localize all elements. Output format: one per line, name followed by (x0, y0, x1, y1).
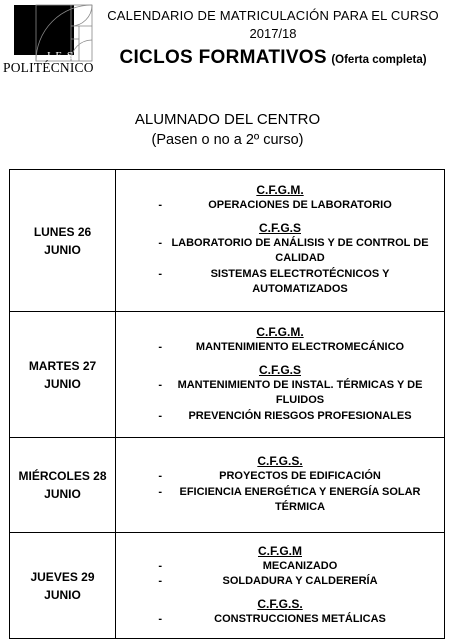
program-name: PREVENCIÓN RIESGOS PROFESIONALES (188, 409, 412, 422)
program-category: C.F.G.S. (257, 596, 303, 611)
program-item (116, 198, 444, 214)
schedule-date (10, 312, 116, 438)
date-day: MARTES 27 (28, 358, 97, 373)
page-title (98, 47, 448, 69)
program-item (116, 469, 444, 485)
program-category: C.F.G.M (258, 543, 302, 558)
program-name: CONSTRUCCIONES METÁLICAS (214, 612, 386, 625)
schedule-date (10, 533, 116, 639)
program-category: C.F.G.M. (256, 183, 304, 198)
program-category: C.F.G.M. (256, 325, 304, 339)
program-item (116, 340, 444, 356)
schedule-programs (116, 438, 445, 533)
date-month: JUNIO (44, 487, 81, 501)
schedule-programs (116, 312, 445, 438)
date-month: JUNIO (44, 587, 81, 602)
program-group (116, 544, 444, 590)
bullet-dash-icon: - (158, 267, 162, 280)
program-category: C.F.G.S. (257, 454, 303, 469)
bullet-dash-icon: - (158, 559, 162, 572)
section-subtitle: (Pasen o no a 2º curso) (151, 132, 304, 148)
bullet-dash-icon: - (158, 341, 162, 353)
program-name: MANTENIMIENTO DE INSTAL. TÉRMICAS Y DE FLUIDOS (177, 378, 423, 406)
schedule-date (10, 170, 116, 312)
program-group (116, 221, 444, 298)
program-group (116, 363, 444, 425)
section-title: ALUMNADO DEL CENTRO (134, 111, 321, 128)
program-name: PROYECTOS DE EDIFICACIÓN (219, 470, 381, 483)
program-name: LABORATORIO DE ANÁLISIS Y DE CONTROL DE CALIDAD (171, 236, 429, 265)
date-day: JUEVES 29 (30, 569, 95, 584)
schedule-row (10, 170, 445, 312)
schedule-programs (116, 170, 445, 312)
date-day: MIÉRCOLES 28 (18, 469, 107, 483)
logo-ies-text: I.E.S. (47, 50, 78, 62)
program-category: C.F.G.S (258, 362, 301, 377)
program-item (116, 409, 444, 425)
program-name: MECANIZADO (262, 559, 338, 572)
program-name: EFICIENCIA ENERGÉTICA Y ENERGÍA SOLAR TÉRMICA (179, 485, 421, 514)
bullet-dash-icon: - (158, 470, 162, 483)
title-main: CICLOS FORMATIVOS (119, 47, 327, 68)
bullet-dash-icon: - (158, 612, 162, 625)
program-item (116, 559, 444, 575)
school-year: 2017/18 (249, 26, 297, 41)
date-month: JUNIO (44, 376, 81, 391)
program-name: OPERACIONES DE LABORATORIO (208, 199, 392, 212)
schedule-programs (116, 533, 445, 639)
bullet-dash-icon: - (158, 236, 162, 249)
program-item (116, 485, 444, 516)
program-group (116, 325, 444, 356)
program-item (116, 612, 444, 628)
logo-school-name: POLITÉCNICO (3, 60, 94, 75)
program-category: C.F.G.S (258, 220, 301, 235)
schedule-row (10, 533, 445, 639)
calendar-heading: CALENDARIO DE MATRICULACIÓN PARA EL CURSO (107, 8, 439, 23)
bullet-dash-icon: - (158, 199, 162, 212)
bullet-dash-icon: - (158, 409, 162, 422)
program-item (116, 267, 444, 298)
schedule-table (9, 169, 445, 639)
program-group (116, 183, 444, 214)
bullet-dash-icon: - (158, 575, 162, 588)
program-item (116, 574, 444, 590)
program-item (116, 236, 444, 267)
bullet-dash-icon: - (158, 485, 162, 498)
schedule-row (10, 312, 445, 438)
bullet-dash-icon: - (158, 378, 162, 391)
program-group (116, 454, 444, 516)
schedule-row (10, 438, 445, 533)
title-note: (Oferta completa) (331, 54, 427, 66)
program-name: SISTEMAS ELECTROTÉCNICOS Y AUTOMATIZADOS (210, 267, 390, 296)
program-group (116, 597, 444, 628)
program-item (116, 378, 444, 409)
schedule-date (10, 438, 116, 533)
program-name: MANTENIMIENTO ELECTROMECÁNICO (195, 341, 405, 353)
date-day: LUNES 26 (33, 224, 92, 239)
school-logo (3, 4, 93, 76)
date-month: JUNIO (44, 242, 81, 257)
program-name: SOLDADURA Y CALDERERÍA (222, 575, 378, 588)
